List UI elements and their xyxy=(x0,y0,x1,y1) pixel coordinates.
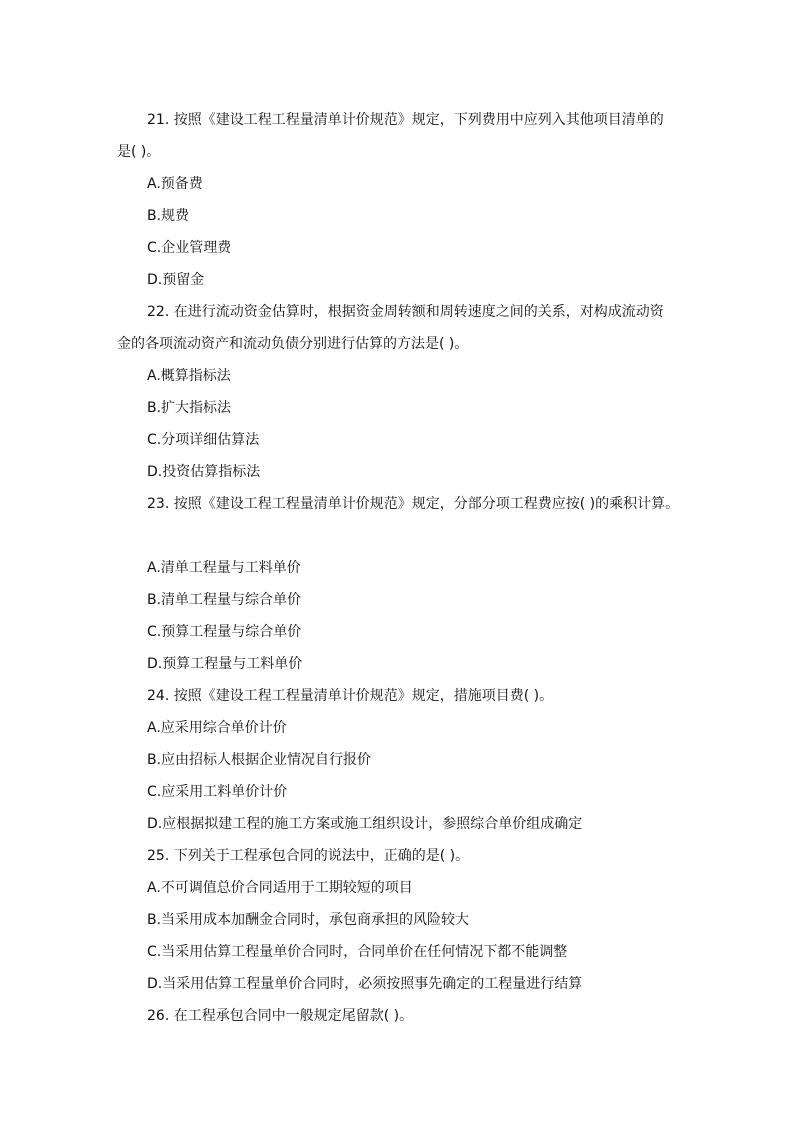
question-21-option-d: D.预留金 xyxy=(147,272,205,288)
question-21-option-a: A.预备费 xyxy=(147,176,203,192)
question-22-option-b: B.扩大指标法 xyxy=(147,400,232,416)
question-24-option-b: B.应由招标人根据企业情况自行报价 xyxy=(147,752,372,768)
question-22-stem-continuation: 金的各项流动资产和流动负债分别进行估算的方法是( )。 xyxy=(117,336,469,352)
question-23-option-c: C.预算工程量与综合单价 xyxy=(147,624,302,640)
question-21-stem: 21. 按照《建设工程工程量清单计价规范》规定，下列费用中应列入其他项目清单的 xyxy=(147,112,664,128)
question-21-stem-continuation: 是( )。 xyxy=(117,144,161,160)
question-23-option-a: A.清单工程量与工料单价 xyxy=(147,560,301,576)
question-23-option-d: D.预算工程量与工料单价 xyxy=(147,656,303,672)
question-24-stem: 24. 按照《建设工程工程量清单计价规范》规定，措施项目费( )。 xyxy=(147,688,554,704)
question-22-option-c: C.分项详细估算法 xyxy=(147,432,260,448)
question-24-option-a: A.应采用综合单价计价 xyxy=(147,720,287,736)
question-25-option-d: D.当采用估算工程量单价合同时，必须按照事先确定的工程量进行结算 xyxy=(147,976,583,992)
question-23-option-b: B.清单工程量与综合单价 xyxy=(147,592,302,608)
question-22-stem: 22. 在进行流动资金估算时，根据资金周转额和周转速度之间的关系，对构成流动资 xyxy=(147,304,664,320)
question-21-option-c: C.企业管理费 xyxy=(147,240,232,256)
question-25-stem: 25. 下列关于工程承包合同的说法中，正确的是( )。 xyxy=(147,848,470,864)
question-21-option-b: B.规费 xyxy=(147,208,190,224)
question-25-option-b: B.当采用成本加酬金合同时，承包商承担的风险较大 xyxy=(147,912,470,928)
question-25-option-c: C.当采用估算工程量单价合同时，合同单价在任何情况下都不能调整 xyxy=(147,944,568,960)
question-22-option-a: A.概算指标法 xyxy=(147,368,231,384)
question-26-stem: 26. 在工程承包合同中一般规定尾留款( )。 xyxy=(147,1008,414,1024)
question-24-option-d: D.应根据拟建工程的施工方案或施工组织设计，参照综合单价组成确定 xyxy=(147,816,583,832)
question-24-option-c: C.应采用工料单价计价 xyxy=(147,784,288,800)
question-25-option-a: A.不可调值总价合同适用于工期较短的项目 xyxy=(147,880,413,896)
question-22-option-d: D.投资估算指标法 xyxy=(147,464,261,480)
question-23-stem: 23. 按照《建设工程工程量清单计价规范》规定，分部分项工程费应按( )的乘积计算。 xyxy=(147,496,680,512)
